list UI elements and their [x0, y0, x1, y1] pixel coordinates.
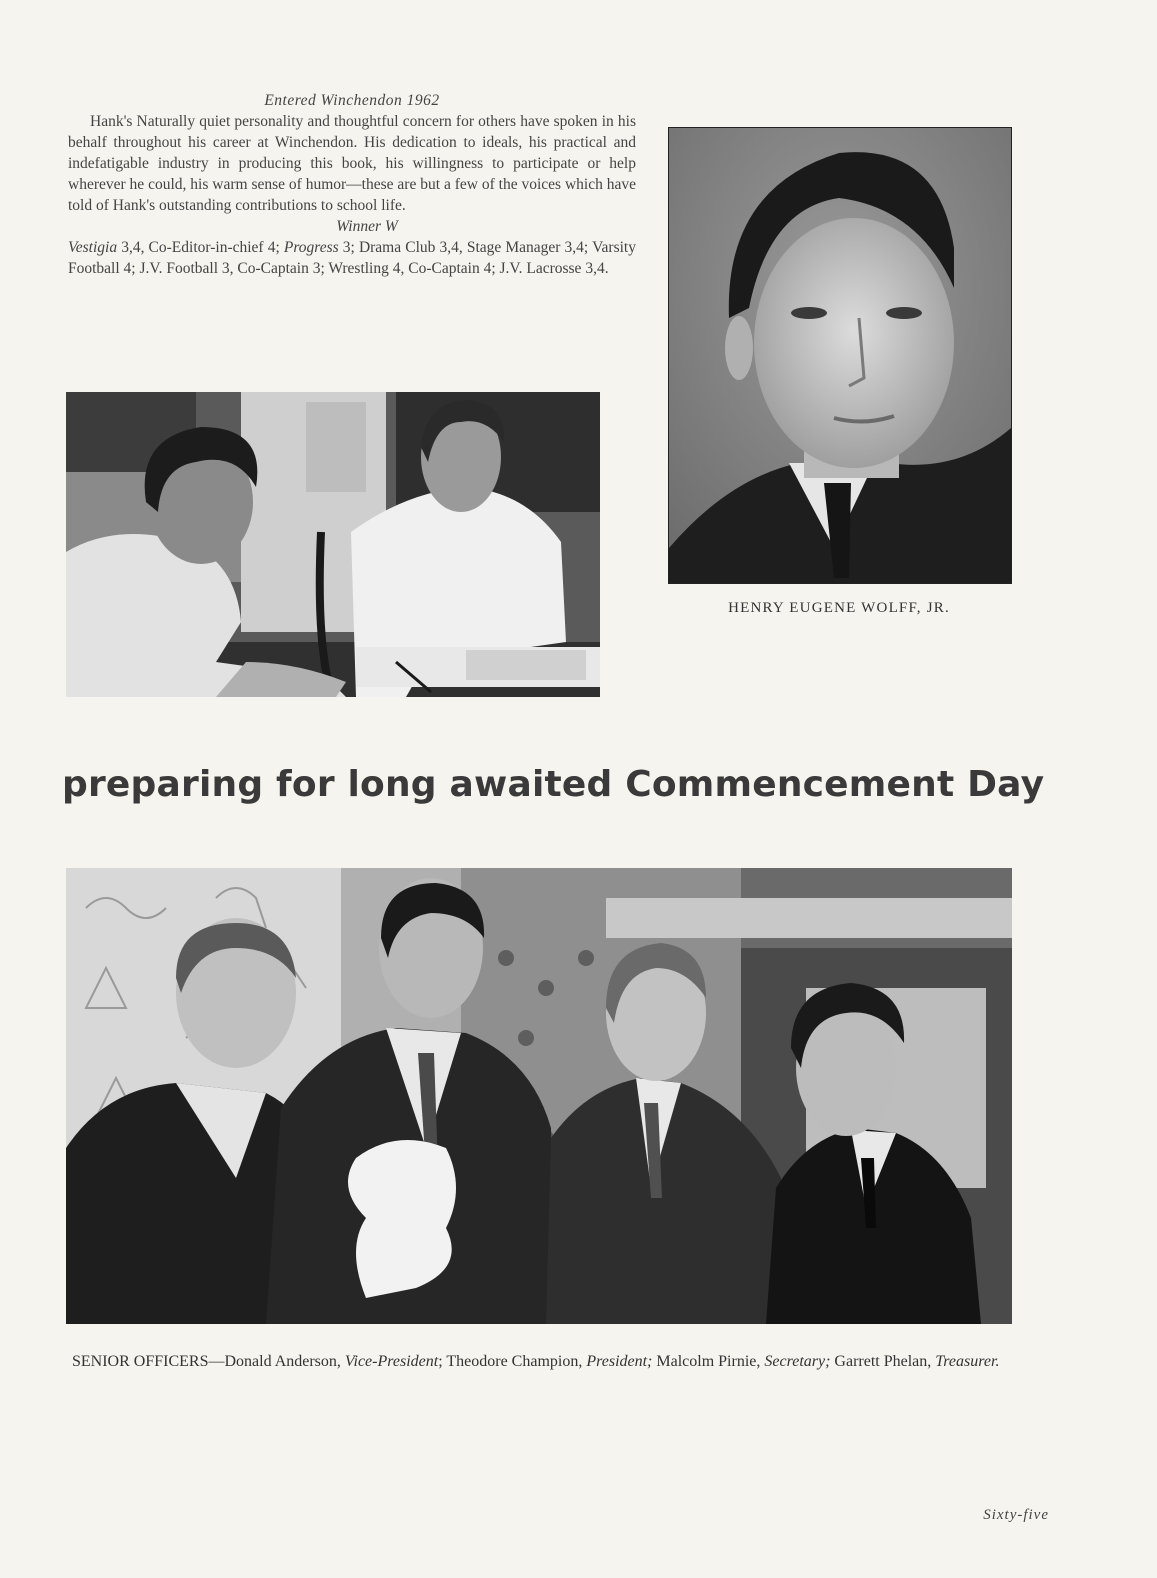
caption-lead: SENIOR OFFICERS—Donald Anderson,: [72, 1353, 345, 1370]
bio-paragraph: Hank's Naturally quiet personality and thoughtful concern for others have spoken in his behalf throughout his career at Winchendon. His dedication to ideals, his practical and indefatigable industry in producing this book, his willingness to participate or help wherever he could, his warm sense of humor—these are but a few of the voices which have told of Hank's outstanding contributions to school life.: [68, 113, 636, 214]
winner-award: Winner W: [336, 218, 398, 235]
caption-role-president: President;: [586, 1353, 653, 1370]
page-headline: preparing for long awaited Commencement Day: [62, 764, 1045, 805]
portrait-caption-name: HENRY EUGENE WOLFF, JR.: [728, 600, 950, 616]
officers-caption: [72, 1350, 1010, 1373]
activities-list: [68, 237, 636, 279]
activity-vestigia: Vestigia: [68, 239, 118, 256]
candid-desk-photo: [66, 392, 600, 697]
bio-block: [68, 90, 636, 279]
caption-part-3: Malcolm Pirnie,: [652, 1353, 765, 1370]
senior-portrait-photo: [668, 127, 1012, 584]
senior-officers-photo: [66, 868, 1012, 1324]
page-number: Sixty-five: [983, 1507, 1049, 1523]
caption-part-2: ; Theodore Champion,: [438, 1353, 587, 1370]
entered-year: Entered Winchendon 1962: [264, 92, 440, 109]
caption-part-4: Garrett Phelan,: [830, 1353, 936, 1370]
activity-rest: 3; Drama Club 3,4, Stage Manager 3,4; Varsity Football 4; J.V. Football 3, Co-Captain 3; Wrestling 4, Co-Captain 4; J.V. Lacrosse 3,4.: [68, 239, 636, 277]
caption-role-vice-president: Vice-President: [344, 1353, 439, 1370]
activity-progress: Progress: [283, 239, 339, 256]
caption-role-secretary: Secretary;: [764, 1353, 831, 1370]
activity-vestigia-detail: 3,4, Co-Editor-in-chief 4;: [117, 239, 284, 256]
caption-role-treasurer: Treasurer.: [935, 1353, 1000, 1370]
